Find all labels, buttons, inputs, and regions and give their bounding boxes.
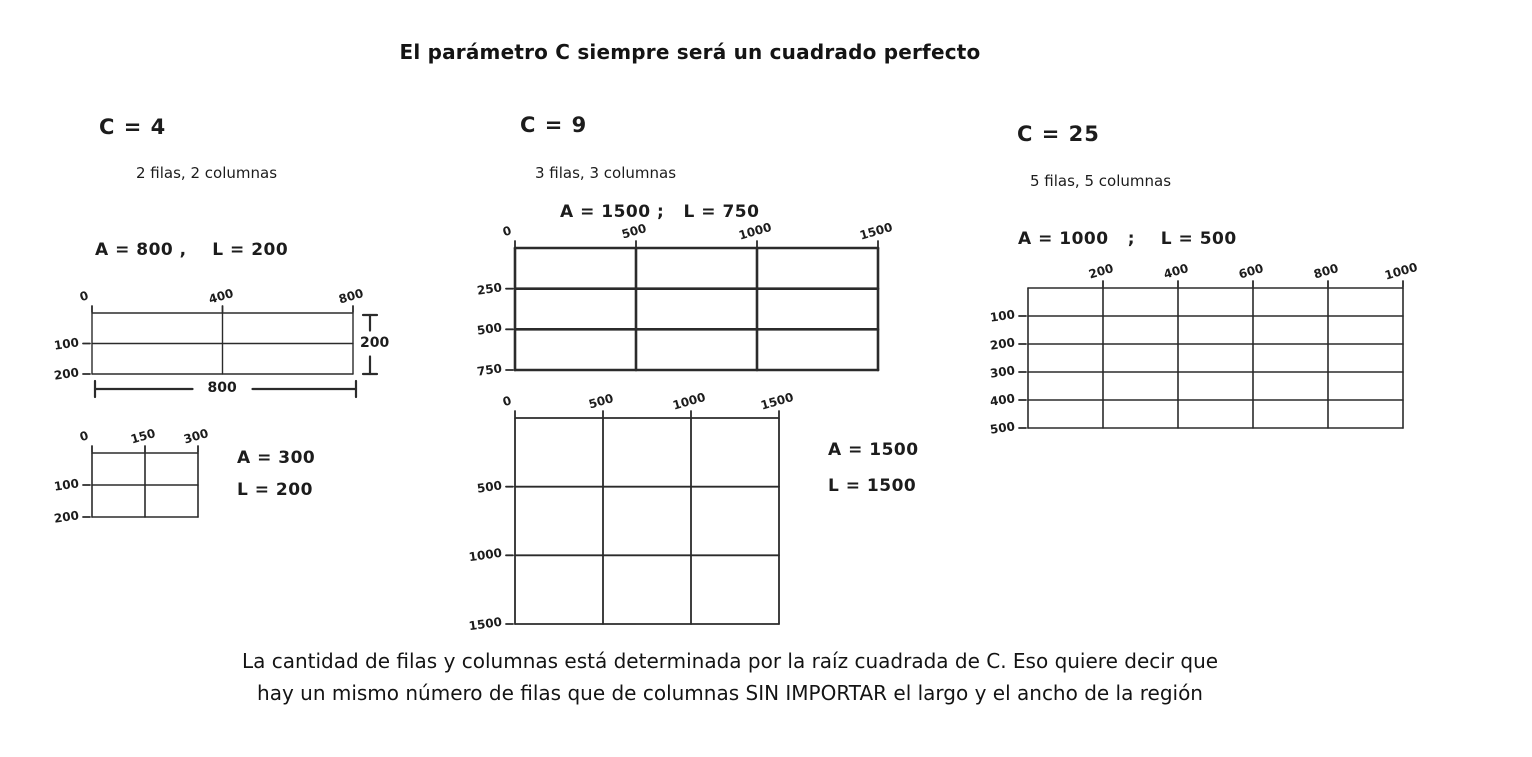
grid-c9-bottom-top-tick-1500: 1500 [759,389,796,413]
grid-c25-main-left-tick-300: 300 [989,363,1016,381]
grid-c4-main-top-tick-400: 400 [206,286,235,307]
grid-c4-main-params: A = 800 , L = 200 [95,240,289,260]
grid-c9-top-left-tick-750: 750 [476,361,503,379]
grid-c4-main-width-dim: 800 [207,380,237,396]
grid-c4-main-height-dim: 200 [360,334,390,351]
grid-c9-bottom-top-tick-500: 500 [587,391,616,412]
grid-c4-small-left-tick-200: 200 [53,508,80,526]
grid-c9-top-top-tick-0: 0 [501,223,514,240]
grid-c25-main-top-tick-200: 200 [1087,261,1116,282]
page-title: El parámetro C siempre será un cuadrado perfecto [399,40,981,64]
footer-note [140,645,1320,709]
section-c25-label: C = 25 [1017,122,1100,146]
grid-c4-main-left-tick-200: 200 [53,365,80,383]
grid-c25-main-left-tick-500: 500 [989,419,1016,437]
grid-c4-small-area-label: A = 300 [237,448,316,468]
grid-c9-bottom-area-label: A = 1500 [828,440,919,460]
grid-c25-main-top-tick-1000: 1000 [1383,259,1420,283]
grid-c4-main-left-tick-100: 100 [53,334,80,353]
grid-c25-main-left-tick-200: 200 [989,335,1016,353]
grid-c9-bottom-left-tick-500: 500 [476,477,503,496]
grid-c25-main-left-tick-100: 100 [989,307,1016,325]
grid-c4-small-top-tick-0: 0 [78,428,91,445]
grid-c25-main-top-tick-400: 400 [1162,261,1191,282]
footer-note-line2: hay un mismo número de filas que de columnas SIN IMPORTAR el largo y el ancho de la región [257,681,1203,705]
grid-c9-bottom-left-tick-1000: 1000 [467,546,503,565]
grid-c25-main-top-tick-800: 800 [1312,261,1341,282]
section-c9-subtitle: 3 filas, 3 columnas [535,164,677,182]
section-c4-subtitle: 2 filas, 2 columnas [136,164,278,182]
section-c9-label: C = 9 [520,113,588,137]
grid-c9-top-left-tick-500: 500 [476,320,503,339]
grid-c4-main-top-tick-800: 800 [337,286,366,307]
grid-c25-main-left-tick-400: 400 [989,391,1016,409]
grid-c9-top-top-tick-500: 500 [620,221,649,242]
grid-c9-bottom-left-tick-1500: 1500 [467,614,503,634]
section-c4-label: C = 4 [99,115,167,139]
grid-c9-bottom-top-tick-0: 0 [501,393,514,410]
grid-c9-top-top-tick-1500: 1500 [858,219,895,243]
section-c25-subtitle: 5 filas, 5 columnas [1030,172,1172,190]
grid-c4-small-top-tick-150: 150 [129,426,158,447]
grid-c9-bottom-top-tick-1000: 1000 [671,389,708,413]
grid-c25-main-top-tick-600: 600 [1237,261,1266,282]
grid-c9-top-top-tick-1000: 1000 [737,219,774,243]
grid-c9-bottom-length-label: L = 1500 [828,476,917,496]
grid-c9-top-left-tick-250: 250 [476,279,503,298]
grid-c4-small-left-tick-100: 100 [53,476,80,494]
grid-c25-params: A = 1000 ; L = 500 [1018,229,1237,249]
grid-c4-small-length-label: L = 200 [237,480,313,500]
grid-c4-small-top-tick-300: 300 [182,426,211,447]
grid-c4-main-top-tick-0: 0 [78,288,91,305]
grid-c9-top-params: A = 1500 ; L = 750 [560,202,760,222]
footer-note-line1: La cantidad de filas y columnas está determinada por la raíz cuadrada de C. Eso quiere decir que [241,649,1219,673]
